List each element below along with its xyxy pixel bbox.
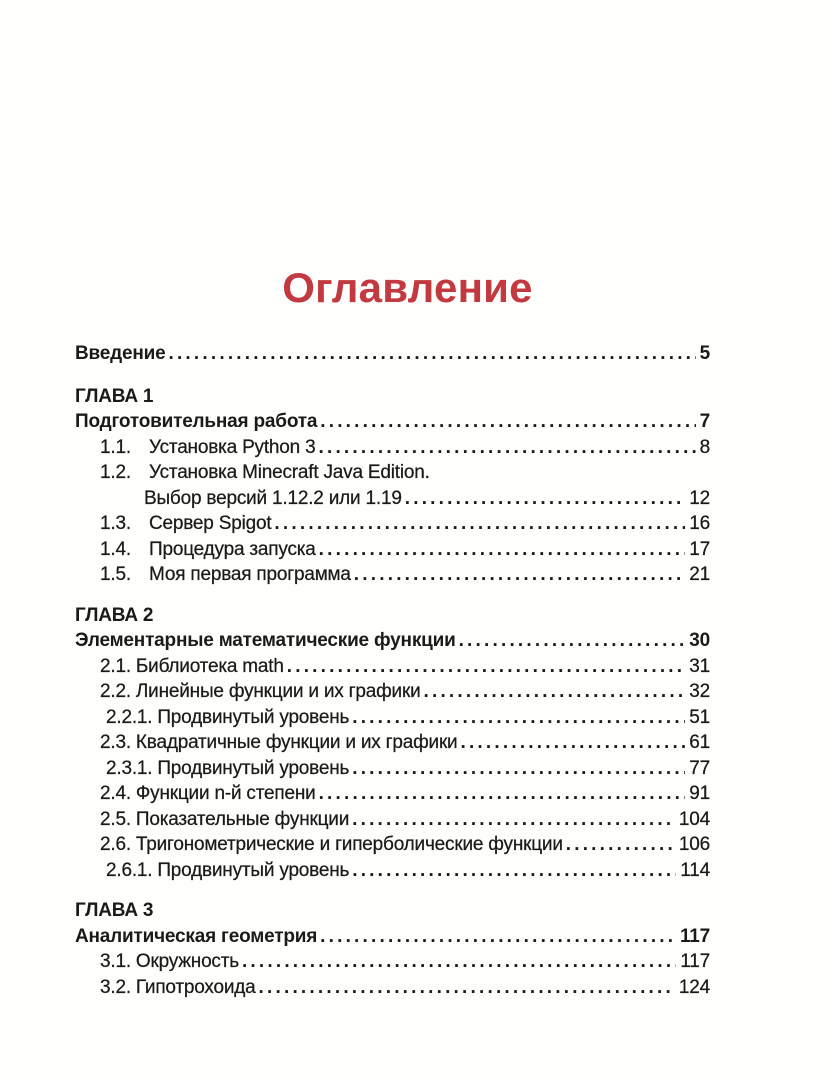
entry-label: Элементарные математические функции <box>75 630 456 651</box>
entry-label: Выбор версий 1.12.2 или 1.19 <box>144 487 402 509</box>
entry-label: Установка Python 3 <box>149 436 316 458</box>
chapter-heading <box>75 384 710 410</box>
toc-entry <box>75 679 710 705</box>
entry-page-number: 117 <box>679 925 710 947</box>
dot-leader <box>318 435 695 461</box>
entry-page-number: 31 <box>689 655 710 677</box>
dot-leader <box>319 781 686 807</box>
toc-entry-intro <box>75 341 710 367</box>
entry-number: 1.4. <box>100 538 131 560</box>
entry-label: ГЛАВА 3 <box>75 900 154 921</box>
entry-page-number: 16 <box>689 513 710 534</box>
entry-label: Подготовительная работа <box>75 411 318 432</box>
toc-entry <box>75 511 710 537</box>
entry-label: ГЛАВА 1 <box>75 385 154 407</box>
entry-label: Продвинутый уровень <box>157 859 350 881</box>
dot-leader <box>320 924 676 950</box>
entry-page-number: 91 <box>689 783 710 804</box>
toc-chapter <box>75 898 710 1000</box>
entry-label: Библиотека math <box>135 655 284 677</box>
chapter-title <box>75 924 710 950</box>
entry-label: Аналитическая геометрия <box>75 925 318 947</box>
toc-entry <box>75 460 710 486</box>
entry-label: Введение <box>75 343 166 364</box>
entry-number: 1.3. <box>100 513 131 534</box>
entry-page-number: 30 <box>689 630 710 651</box>
entry-label: Квадратичные функции и их графики <box>135 732 458 753</box>
toc-entry-continuation <box>75 486 710 512</box>
entry-number: 3.1. <box>100 951 131 972</box>
dot-leader <box>566 832 675 858</box>
toc-entry <box>75 949 710 975</box>
entry-page-number: 51 <box>689 706 710 728</box>
entry-label: Тригонометрические и гиперболические функции <box>135 834 563 855</box>
chapter-heading <box>75 603 710 629</box>
entry-page-number: 5 <box>699 343 710 364</box>
dot-leader <box>352 807 675 833</box>
toc-entry <box>75 756 710 782</box>
entry-label: Гипотрохоида <box>135 976 256 998</box>
toc-entry <box>75 807 710 833</box>
entry-label: Моя первая программа <box>149 564 351 585</box>
entry-number: 3.2. <box>100 976 131 998</box>
toc-entry <box>75 537 710 563</box>
entry-page-number: 106 <box>678 834 710 855</box>
entry-page-number: 12 <box>689 487 710 509</box>
entry-page-number: 7 <box>699 411 710 432</box>
dot-leader <box>168 341 695 367</box>
dot-leader <box>460 730 685 756</box>
entry-page-number: 114 <box>680 859 710 881</box>
toc-entry <box>75 975 710 1001</box>
entry-page-number: 61 <box>689 732 710 753</box>
entry-page-number: 17 <box>689 538 710 560</box>
dot-leader <box>320 409 695 435</box>
toc-entry <box>75 562 710 588</box>
entry-label: Продвинутый уровень <box>157 706 350 728</box>
toc-chapter <box>75 384 710 588</box>
entry-page-number: 77 <box>689 757 710 779</box>
dot-leader <box>424 679 686 705</box>
entry-page-number: 117 <box>680 951 710 972</box>
entry-number: 2.6.1. <box>106 859 153 881</box>
toc-entry <box>75 705 710 731</box>
toc-entry <box>75 781 710 807</box>
toc-entry <box>75 654 710 680</box>
dot-leader <box>405 486 686 512</box>
entry-label: Сервер Spigot <box>149 513 272 534</box>
chapter-title <box>75 628 710 654</box>
entry-page-number: 104 <box>678 808 710 830</box>
dot-leader <box>352 858 676 884</box>
dot-leader <box>274 511 685 537</box>
chapter-heading <box>75 898 710 924</box>
toc-entry <box>75 832 710 858</box>
entry-page-number: 21 <box>689 564 710 585</box>
toc-entry <box>75 435 710 461</box>
dot-leader <box>352 756 685 782</box>
entry-number: 2.3.1. <box>106 757 153 779</box>
dot-leader <box>352 705 685 731</box>
entry-number: 2.3. <box>100 732 131 753</box>
toc-entry <box>75 730 710 756</box>
entry-number: 2.1. <box>100 655 131 677</box>
entry-label: Процедура запуска <box>149 538 316 560</box>
entry-number: 1.2. <box>100 462 131 483</box>
dot-leader <box>287 654 686 680</box>
dot-leader <box>459 628 686 654</box>
entry-label: Установка Minecraft Java Edition. <box>149 462 430 483</box>
dot-leader <box>354 562 685 588</box>
entry-number: 1.5. <box>100 564 131 585</box>
entry-number: 1.1. <box>100 436 131 458</box>
dot-leader <box>242 949 676 975</box>
entry-label: Показательные функции <box>135 808 350 830</box>
dot-leader <box>259 975 675 1001</box>
entry-number: 2.5. <box>100 808 131 830</box>
toc-chapter <box>75 603 710 884</box>
chapter-title <box>75 409 710 435</box>
entry-number: 2.2. <box>100 681 131 702</box>
entry-label: Функции n-й степени <box>135 783 316 804</box>
entry-label: Линейные функции и их графики <box>135 681 421 702</box>
dot-leader <box>319 537 686 563</box>
entry-page-number: 124 <box>678 976 710 998</box>
entry-label: ГЛАВА 2 <box>75 604 154 626</box>
entry-label: Окружность <box>135 951 239 972</box>
entry-page-number: 8 <box>699 436 710 458</box>
table-of-contents <box>75 341 710 1000</box>
entry-page-number: 32 <box>689 681 710 702</box>
page-title: Оглавление <box>282 264 533 311</box>
entry-number: 2.4. <box>100 783 131 804</box>
entry-number: 2.2.1. <box>106 706 153 728</box>
entry-label: Продвинутый уровень <box>157 757 350 779</box>
toc-entry <box>75 858 710 884</box>
entry-number: 2.6. <box>100 834 131 855</box>
